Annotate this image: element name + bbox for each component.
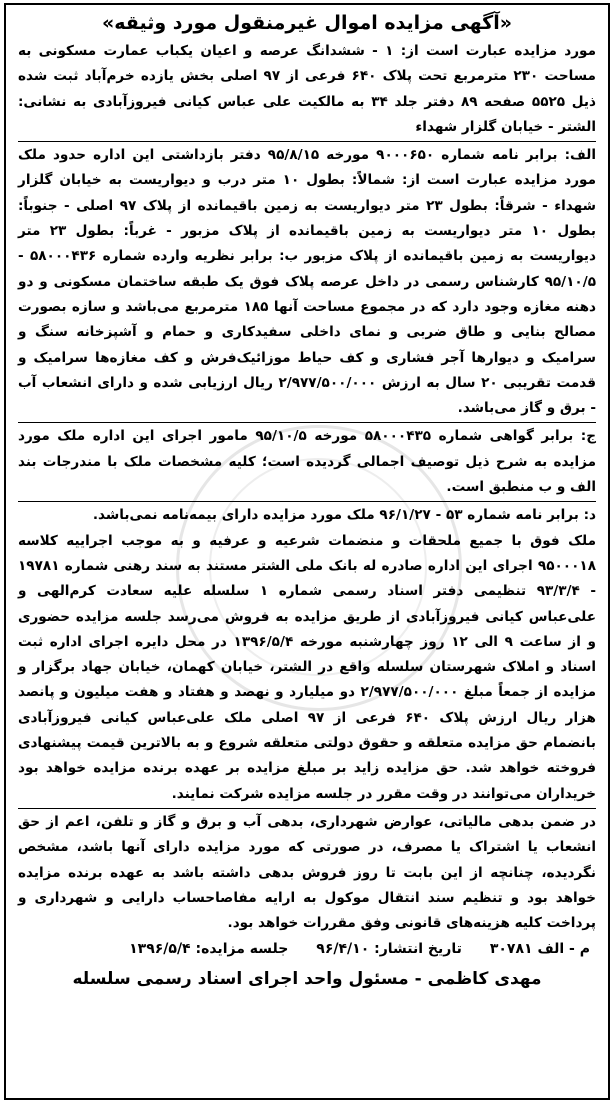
divider xyxy=(18,808,596,809)
publish-date: تاریخ انتشار: ۹۶/۴/۱۰ xyxy=(316,941,462,958)
notice-content xyxy=(18,9,596,994)
auction-terms: ملک فوق با جمیع ملحقات و منضمات شرعیه و عرفیه و به موجب اجراییه کلاسه ۹۵۰۰۰۱۸ اجرای این اداره صادره له بانک ملی الشتر مستند به سند رهنی شماره ۱۹۷۸۱ - ۹۳/۳/۴ تنظیمی دفتر اسناد رسمی شماره ۱ سلسله علیه سعادت کرم‌الهی و علی‌عباس کیانی فیروزآبادی از طریق مزایده به فروش می‌رسد جلسه مزایده حضوری و از ساعت ۹ الی ۱۲ روز چهارشنبه مورخه ۱۳۹۶/۵/۴ در محل دایره اجرای اداره ثبت اسناد و املاک شهرستان سلسله واقع در الشتر، خیابان کهمان، خیابان جهاد برگزار و مزایده از جمعاً مبلغ ۲/۹۷۷/۵۰۰/۰۰۰ دو میلیارد و نهصد و هفتاد و هفت میلیون و پانصد هزار ریال ارزش پلاک ۶۴۰ فرعی از ۹۷ اصلی ملک علی‌عباس کیانی فیروزآبادی بانضمام حق مزایده متعلقه و حقوق دولتی متعلقه شروع و به بالاترین قیمت پیشنهادی فروخته خواهد شد. حق مزایده زاید بر مبلغ مزایده بر عهده برنده مزایده خواهد بود خریداران می‌توانند در وقت مقرر در جلسه مزایده شرکت نمایند. xyxy=(18,532,597,802)
auction-notice xyxy=(4,3,610,1100)
debts-clause: در ضمن بدهی مالیاتی، عوارض شهرداری، بدهی آب و برق و گاز و تلفن، اعم از حق انشعاب یا اشتراک یا مصرف، در صورتی که مورد مزایده دارای آنها باشد، مشخص نگردیده، چنانچه از این بابت تا روز فروش بدهی داشته باشد به عهده برنده مزایده خواهد بود و تنظیم سند انتقال موکول به ارایه مفاصاحساب دارایی و شهرداری و پرداخت کلیه هزینه‌های قانونی وفق مقررات خواهد بود. xyxy=(18,813,596,932)
notice-footer xyxy=(18,937,596,962)
officer-certificate: ج: برابر گواهی شماره ۵۸۰۰۰۴۳۵ مورخه ۹۵/۱۰/۵ مامور اجرای این اداره ملک مورد مزایده به شرح ذیل توصیف اجمالی گردیده است؛ کلیه مشخصات ملک با مندرجات بند الف و ب منطبق است. xyxy=(18,428,596,496)
divider xyxy=(18,141,596,142)
property-description: مورد مزایده عبارت است از: ۱ - ششدانگ عرصه و اعیان یکباب عمارت مسکونی به مساحت ۲۳۰ مترمربع تحت پلاک ۶۴۰ فرعی از ۹۷ اصلی بخش یازده خرم‌آباد ثبت شده ذیل ۵۵۲۵ صفحه ۸۹ دفتر جلد ۳۴ به مالکیت علی عباس کیانی فیروزآبادی به نشانی: الشتر - خیابان گلزار شهداء xyxy=(18,43,596,135)
boundaries-and-appraisal: الف: برابر نامه شماره ۹۰۰۰۶۵۰ مورخه ۹۵/۸/۱۵ دفتر بازداشتی این اداره حدود ملک مورد مزایده عبارت است از: شمالاً: بطول ۱۰ متر درب و دیواریست به خیابان گلزار شهداء - شرقاً: بطول ۲۳ متر دیواریست به زمین باقیمانده از پلاک ۹۷ اصلی - جنوباً: بطول ۱۰ متر دیواریست به زمین باقیمانده از پلاک مزبور - غرباً: بطول ۲۳ متر دیواریست به زمین باقیمانده از پلاک مزبور ب: برابر نظریه وارده شماره ۵۸۰۰۰۴۳۶ - ۹۵/۱۰/۵ کارشناس رسمی در داخل عرصه پلاک فوق یک طبقه ساختمان مسکونی و دو دهنه مغازه وجود دارد که در مجموع مساحت آنها ۱۸۵ مترمربع می‌باشد و سازه بصورت مصالح بنایی و طاق ضربی و نمای داخلی سفیدکاری و حمام و آشپزخانه سنگ و سرامیک و دیوارها آجر فشاری و کف حیاط موزائیک‌فرش و کف مغازه‌ها سرامیک و قدمت تقریبی ۲۰ سال به ارزش ۲/۹۷۷/۵۰۰/۰۰۰ ریال ارزیابی شده و دارای انشعاب آب - برق و گاز می‌باشد. xyxy=(18,147,597,417)
insurance-status: د: برابر نامه شماره ۵۳ - ۹۶/۱/۲۷ ملک مورد مزایده دارای بیمه‌نامه نمی‌باشد. xyxy=(92,507,596,524)
notice-title: «آگهی مزایده اموال غیرمنقول مورد وثیقه» xyxy=(102,12,512,34)
divider xyxy=(18,422,596,423)
divider xyxy=(18,501,596,502)
signature-line: مهدی کاظمی - مسئول واحد اجرای اسناد رسمی سلسله xyxy=(72,969,542,990)
reference-number: م - الف ۳۰۷۸۱ xyxy=(489,941,590,958)
session-date: جلسه مزایده: ۱۳۹۶/۵/۴ xyxy=(129,941,289,958)
